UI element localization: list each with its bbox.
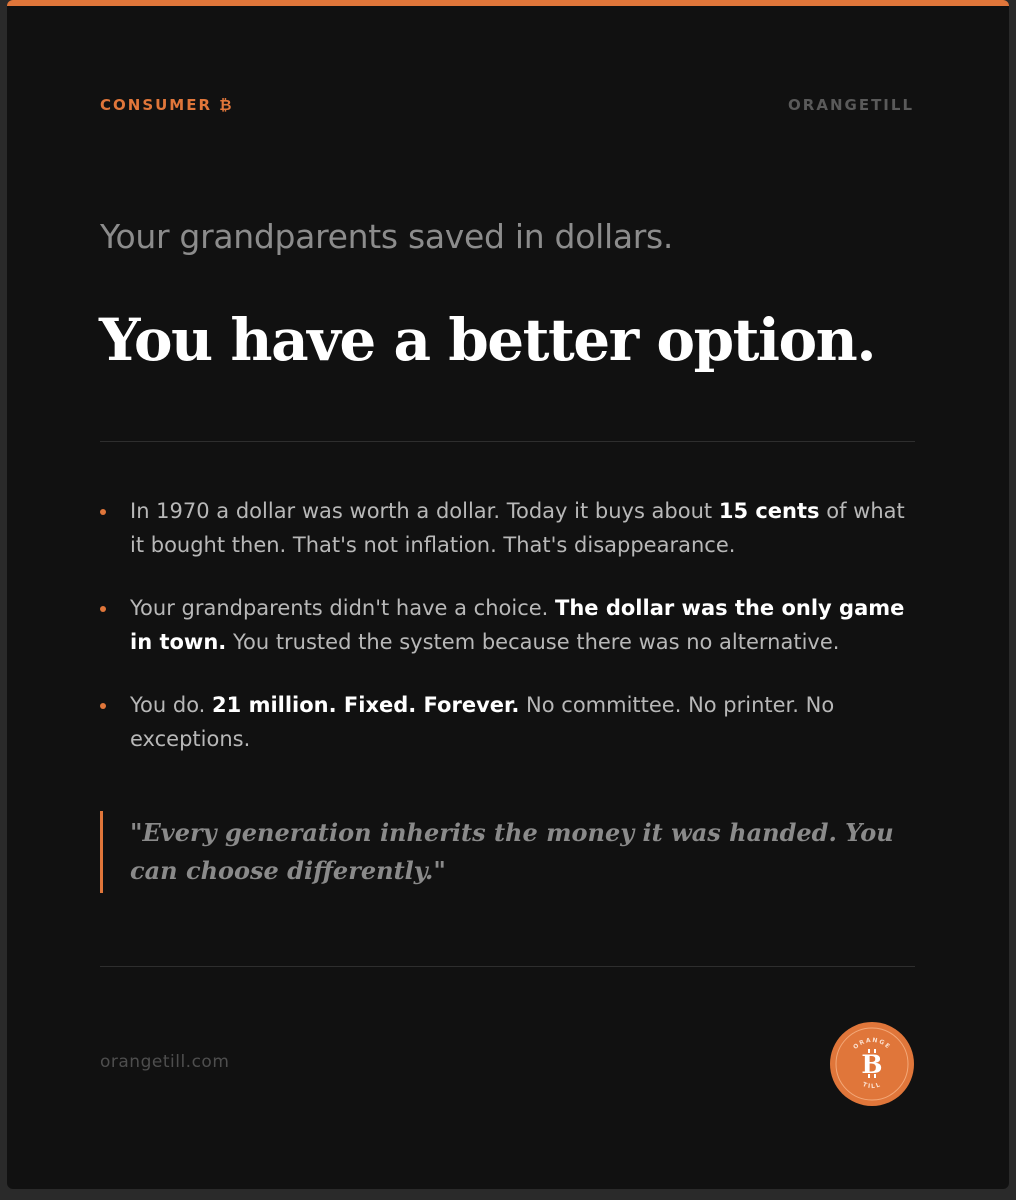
bullet-item bbox=[100, 688, 920, 756]
bullet-text: No committee. No printer. No exceptions. bbox=[130, 693, 835, 751]
bullet-text: You trusted the system because there was no alternative. bbox=[226, 630, 840, 654]
bullet-item bbox=[100, 591, 920, 659]
content-card bbox=[7, 0, 1009, 1189]
orangetill-logo bbox=[830, 1022, 914, 1106]
footer-url[interactable]: orangetill.com bbox=[100, 1052, 230, 1072]
bullet-emphasis: The dollar was the only game in town. bbox=[130, 596, 905, 654]
bullet-list bbox=[100, 494, 920, 785]
subtitle: Your grandparents saved in dollars. bbox=[100, 217, 674, 256]
bullet-text: Your grandparents didn't have a choice. bbox=[130, 596, 556, 620]
bullet-text: of what it bought then. That's not inflation. That's disappearance. bbox=[130, 499, 905, 557]
svg-text:B: B bbox=[861, 1050, 883, 1079]
bullet-text: In 1970 a dollar was worth a dollar. Today it buys about bbox=[130, 499, 719, 523]
bullet-text: You do. bbox=[130, 693, 213, 717]
divider-top bbox=[100, 441, 915, 442]
bullet-dot-icon bbox=[100, 703, 106, 709]
bullet-dot-icon bbox=[100, 509, 106, 515]
bullet-dot-icon bbox=[100, 606, 106, 612]
brand-label: CONSUMER ₿ bbox=[100, 96, 234, 114]
bullet-item bbox=[100, 494, 920, 562]
svg-text:TILL: TILL bbox=[861, 1081, 883, 1091]
pull-quote: "Every generation inherits the money it was handed. You can choose differently." bbox=[100, 811, 910, 893]
site-name: ORANGETILL bbox=[788, 96, 914, 114]
bitcoin-logo-icon bbox=[830, 1022, 914, 1106]
headline: You have a better option. bbox=[99, 306, 876, 374]
divider-bottom bbox=[100, 966, 915, 967]
bullet-emphasis: 15 cents bbox=[718, 499, 820, 523]
svg-text:ORANGE: ORANGE bbox=[851, 1036, 893, 1051]
bullet-emphasis: 21 million. Fixed. Forever. bbox=[212, 693, 520, 717]
